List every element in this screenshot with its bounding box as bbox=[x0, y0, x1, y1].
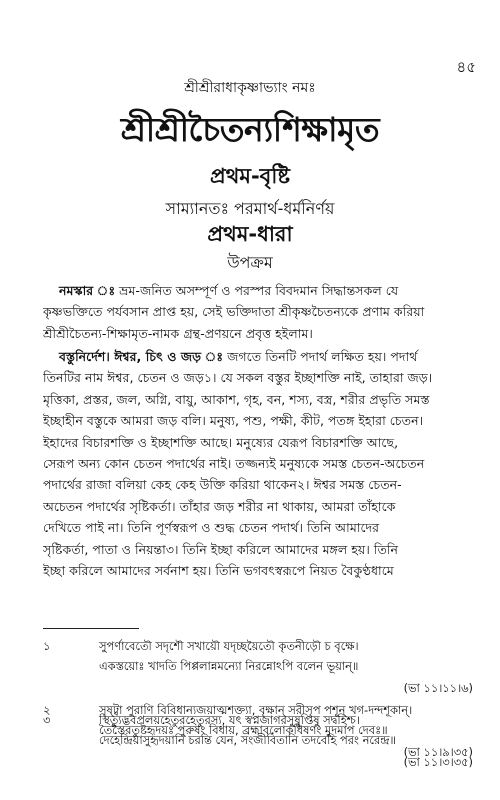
paragraph-line: অচেতন পদার্থের সৃষ্টিকর্তা। তাঁহার জড় শরীর না থাকায়, আমরা তাঁহাকে bbox=[43, 498, 396, 514]
footnote-reference: (ভা ১১।১১।৬) bbox=[403, 681, 473, 695]
footnote-reference: (ভা ১১।৩।৩৫) bbox=[403, 755, 473, 769]
book-title: শ্রীশ্রীচৈতন্যশিক্ষামৃত bbox=[120, 110, 380, 149]
chapter-heading: প্রথম-ধারা bbox=[207, 222, 293, 246]
paragraph-entities bbox=[43, 346, 473, 581]
footnote-reference: (ভা ১১।৯।৩৫) bbox=[403, 745, 473, 759]
line-text: জগতে তিনটি পদার্থ লক্ষিত হয়। পদার্থ bbox=[227, 349, 418, 364]
paragraph-lead: বস্তুনির্দেশ। ঈশ্বর, চিৎ ও জড় ঃ bbox=[59, 349, 224, 364]
paragraph-salutation bbox=[43, 280, 473, 344]
paragraph-line: ইহাদের বিচারশক্তি ও ইচ্ছাশক্তি আছে। মনুষ্যের যেরূপ বিচারশক্তি আছে, bbox=[43, 434, 399, 450]
paragraph-line: কৃষ্ণভক্তিতে পর্যবসান প্রাপ্ত হয়, সেই ভক্তিদাতা শ্রীকৃষ্ণচৈতন্যকে প্রণাম করিয়া bbox=[43, 304, 425, 320]
paragraph-line: ইচ্ছাহীন বস্তুকে আমরা জড় বলি। মনুষ্য, পশু, পক্ষী, কীট, পতঙ্গ ইহারা চেতন। bbox=[43, 413, 424, 429]
footnote-number: ১ bbox=[43, 639, 51, 653]
section-heading: প্রথম-বৃষ্টি bbox=[210, 164, 290, 188]
footnote-verse-line: দেহেন্দ্রিয়াসুহৃদয়ানি চরন্তি যেন, সংজীবিতানি তদবেহি পরং নরেন্দ্র॥ bbox=[99, 733, 396, 747]
invocation: শ্রীশ্রীরাধাকৃষ্ণাভ্যাং নমঃ bbox=[184, 80, 316, 96]
page-number: ৪৫ bbox=[456, 58, 476, 76]
footnote-verse-line: একস্তয়োঃ খাদতি পিপ্পলান্নমন্যো নিরন্নোঽপি বলেন ভূয়ান্‌॥ bbox=[99, 659, 359, 673]
footnote-verse-line: তৈস্তৈরতুষ্টহৃদয়ঃ পুরুষং বিধায়, ব্রহ্মাবলোকধিষণং মুদমাপ দেবঃ॥ bbox=[99, 723, 388, 737]
footnote-verse-line: সৃষ্ট্বা পুরাণি বিবিধান্যজয়াত্মশক্ত্যা, বৃক্ষান্‌ সরীসৃপ পশূন্‌ খগ-দন্দশূকান্‌। bbox=[99, 703, 413, 717]
paragraph-line: ইচ্ছা করিলে আমাদের সর্বনাশ হয়। তিনি ভগবৎস্বরূপে নিয়ত বৈকুণ্ঠধামে bbox=[43, 563, 394, 579]
paragraph-line: পদার্থের রাজা বলিয়া কেহ কেহ উক্তি করিয়া থাকেন২। ঈশ্বর সমস্ত চেতন- bbox=[43, 477, 402, 493]
paragraph-line bbox=[43, 346, 473, 367]
footnote-divider bbox=[43, 628, 139, 629]
line-text: ভ্রম-জনিত অসম্পূর্ণ ও পরস্পর বিবদমান সিদ্ধান্তসকল যে bbox=[119, 283, 399, 298]
footnote-number: ২ bbox=[43, 703, 51, 717]
paragraph-line: সেরূপ অন্য কোন চেতন পদার্থের নাই। তজ্জন্যই মনুষ্যকে সমস্ত চেতন-অচেতন bbox=[43, 456, 425, 472]
paragraph-line: সৃষ্টিকর্তা, পাতা ও নিয়ন্তা৩। তিনি ইচ্ছা করিলে আমাদের মঙ্গল হয়। তিনি bbox=[43, 541, 399, 557]
intro-heading: উপক্রম bbox=[227, 253, 273, 272]
paragraph-line: শ্রীশ্রীচৈতন্য-শিক্ষামৃত-নামক গ্রন্থ-প্রণয়নে প্রবৃত্ত হইলাম। bbox=[43, 325, 313, 341]
subject-heading: সাম্যানতঃ পরমার্থ-ধর্মনির্ণয় bbox=[165, 199, 335, 218]
footnote-verse-line: স্থিত্যুদ্ভবপ্রলয়হেতুরহেতুরস্য, যৎ স্বপ্নজাগরসুষুপ্তিষু সদ্বহিশ্চ। bbox=[99, 713, 360, 727]
paragraph-line bbox=[43, 280, 473, 301]
footnote-verse-line: সুপর্ণাবেতৌ সদৃশৌ সখায়ৌ যদৃচ্ছয়ৈতৌ কৃতনীড়ৌ চ বৃক্ষে। bbox=[99, 639, 359, 653]
paragraph-lead: নমস্কার ঃ bbox=[59, 283, 116, 298]
paragraph-line: তিনটির নাম ঈশ্বর, চেতন ও জড়১। যে সকল বস্তুর ইচ্ছাশক্তি নাই, তাহারা জড়। bbox=[43, 370, 433, 386]
paragraph-line: মৃত্তিকা, প্রস্তর, জল, অগ্নি, বায়ু, আকাশ, গৃহ, বন, শস্য, বস্ত্র, শরীর প্রভৃতি সমস্ত bbox=[43, 391, 430, 407]
paragraph-line: দেখিতে পাই না। তিনি পূর্ণস্বরূপ ও শুদ্ধ চেতন পদার্থ। তিনি আমাদের bbox=[43, 520, 380, 536]
footnote-number: ৩ bbox=[43, 713, 51, 727]
